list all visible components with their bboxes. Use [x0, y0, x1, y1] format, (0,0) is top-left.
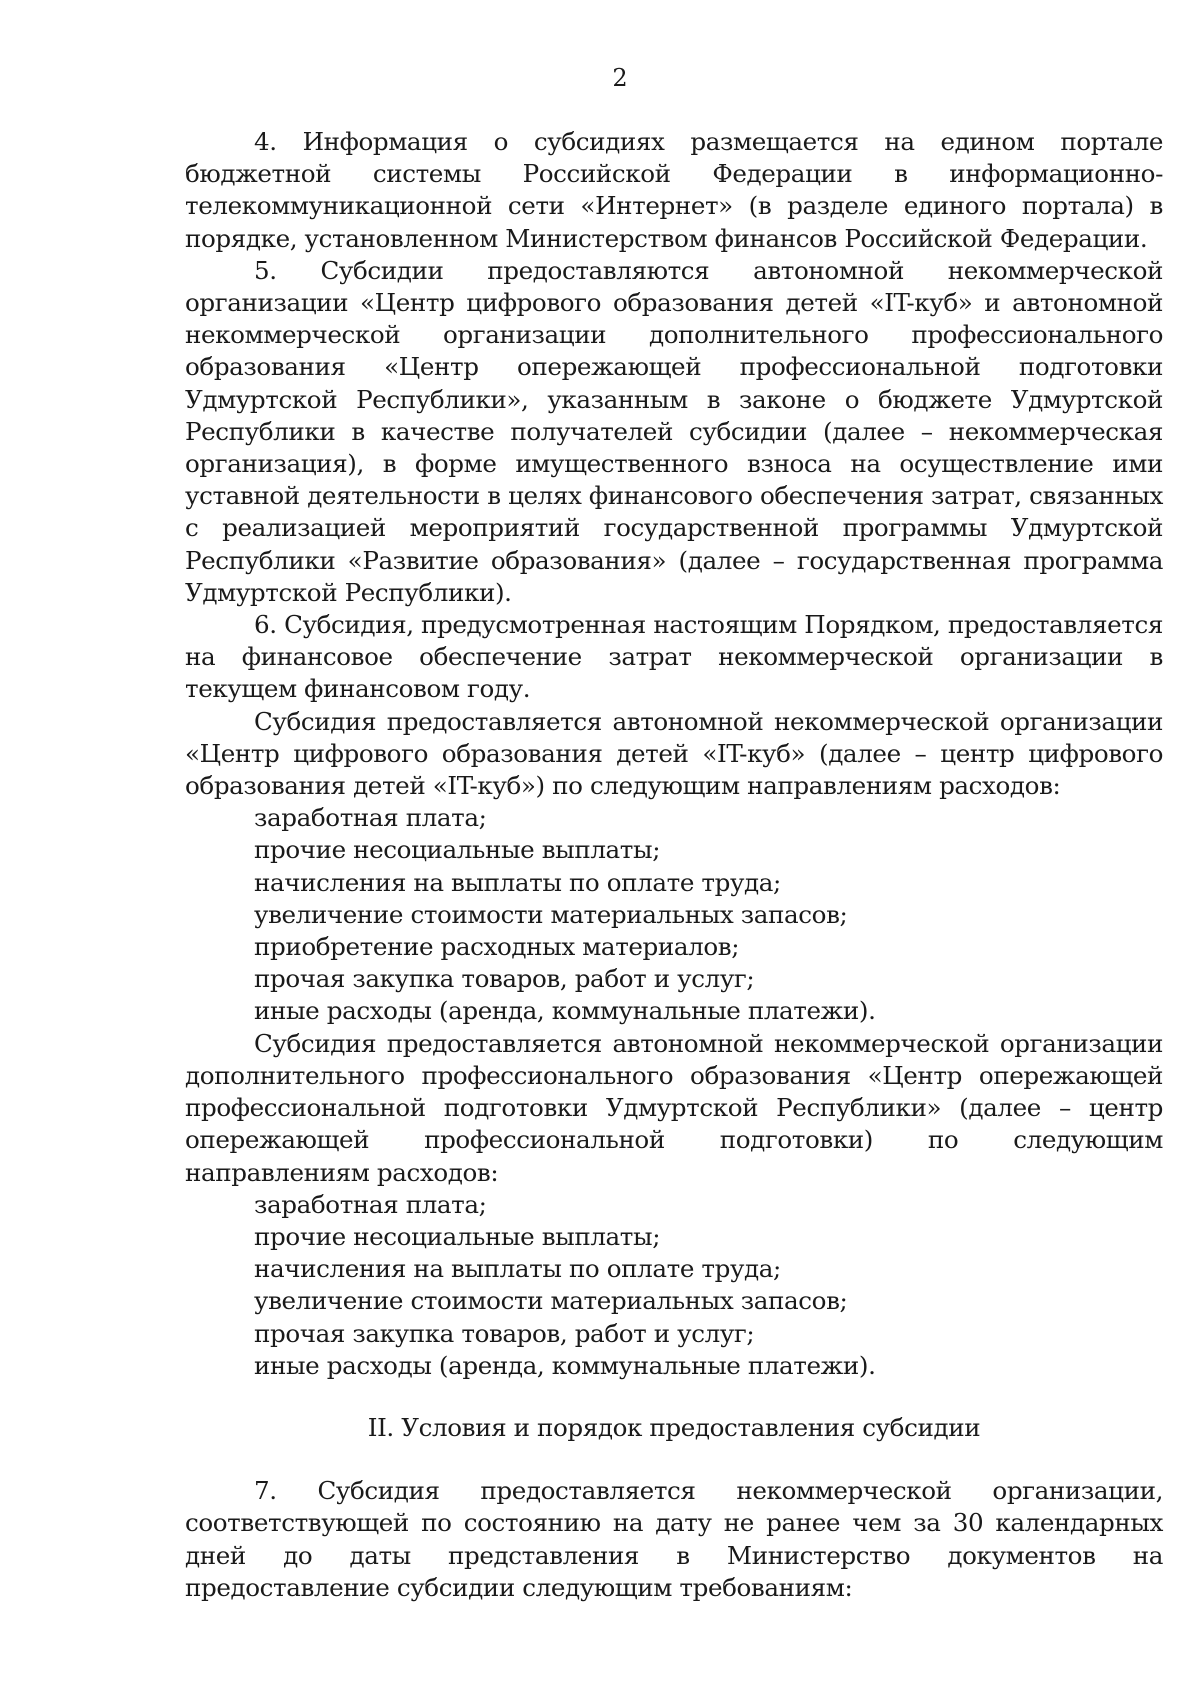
paragraph-6: 6. Субсидия, предусмотренная настоящим Порядком, предоставляется на финансовое обеспечение затрат некоммерческой организации в текущем финансовом году.	[185, 610, 1163, 704]
copp-expense-list	[185, 1189, 1163, 1382]
list-item: прочие несоциальные выплаты;	[254, 835, 661, 865]
list-item: начисления на выплаты по оплате труда;	[254, 867, 781, 897]
list-item: приобретение расходных материалов;	[254, 932, 740, 962]
copp-intro-paragraph: Субсидия предоставляется автономной некоммерческой организации дополнительного профессионального образования «Центр опережающей профессиональной подготовки Удмуртской Республики» (далее – центр опережающей профессиональной подготовки) по следующим направлениям расходов:	[185, 1028, 1163, 1187]
list-item: иные расходы (аренда, коммунальные платежи).	[254, 1350, 876, 1380]
list-item: прочая закупка товаров, работ и услуг;	[254, 964, 755, 994]
page-number: 2	[612, 64, 628, 92]
list-item: прочие несоциальные выплаты;	[254, 1221, 661, 1251]
list-item: прочая закупка товаров, работ и услуг;	[254, 1318, 755, 1348]
list-item: увеличение стоимости материальных запасов;	[254, 899, 848, 929]
itkub-expense-list	[185, 802, 1163, 1027]
itkub-intro-paragraph: Субсидия предоставляется автономной некоммерческой организации «Центр цифрового образования детей «IT-куб» (далее – центр цифрового образования детей «IT-куб») по следующим направлениям расходов:	[185, 706, 1163, 801]
document-body	[185, 126, 1163, 1604]
paragraph-4: 4. Информация о субсидиях размещается на едином портале бюджетной системы Российской Федерации в информационно-телекоммуникационной сети «Интернет» (в разделе единого портала) в порядке, установленном Министерством финансов Российской Федерации.	[185, 127, 1163, 253]
list-item: заработная плата;	[254, 803, 487, 833]
list-item: увеличение стоимости материальных запасов;	[254, 1286, 848, 1316]
section-heading: II. Условия и порядок предоставления субсидии	[367, 1412, 981, 1442]
list-item: начисления на выплаты по оплате труда;	[254, 1254, 781, 1284]
list-item: заработная плата;	[254, 1189, 487, 1219]
list-item: иные расходы (аренда, коммунальные платежи).	[254, 996, 876, 1026]
paragraph-7: 7. Субсидия предоставляется некоммерческой организации, соответствующей по состоянию на дату не ранее чем за 30 календарных дней до даты представления в Министерство документов на предоставление субсидии следующим требованиям:	[185, 1476, 1163, 1602]
paragraph-5: 5. Субсидии предоставляются автономной некоммерческой организации «Центр цифрового образования детей «IT-куб» и автономной некоммерческой организации дополнительного профессионального образования «Центр опережающей профессиональной подготовки Удмуртской Республики», указанным в законе о бюджете Удмуртской Республики в качестве получателей субсидии (далее – некоммерческая организация), в форме имущественного взноса на осуществление ими уставной деятельности в целях финансового обеспечения затрат, связанных с реализацией мероприятий государственной программы Удмуртской Республики «Развитие образования» (далее – государственная программа Удмуртской Республики).	[185, 255, 1163, 607]
